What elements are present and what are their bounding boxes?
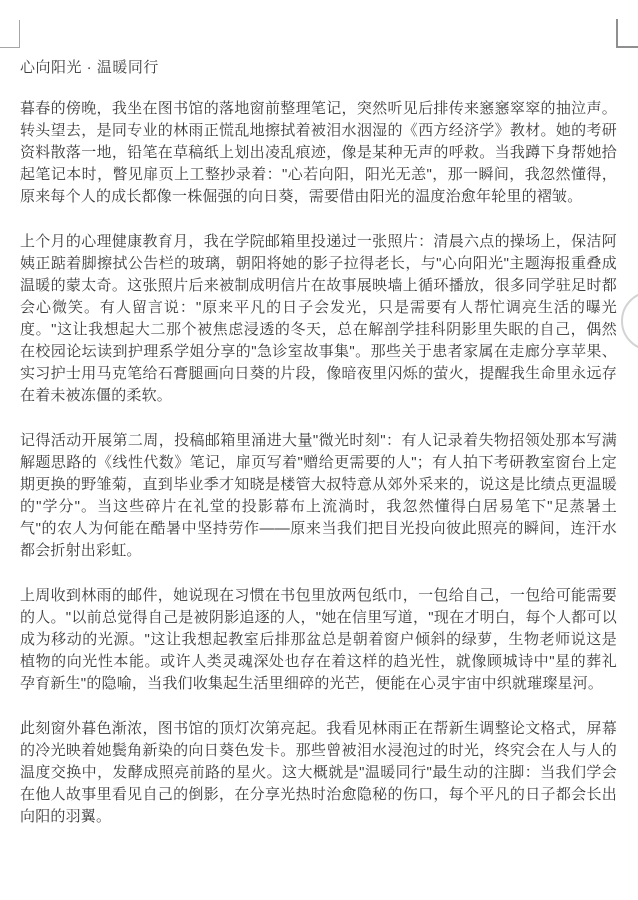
margin-crop-mark-top-left-horizontal (0, 47, 20, 48)
margin-crop-mark-top-right-horizontal (616, 46, 638, 48)
paragraph-1: 暮春的傍晚，我坐在图书馆的落地窗前整理笔记，突然听见后排传来窸窸窣窣的抽泣声。转头望去，是同专业的林雨正慌乱地擦拭着被泪水洇湿的《西方经济学》教材。她的考研资料散落一地，铅笔在草稿纸上划出凌乱痕迹，像是某种无声的呼救。当我蹲下身帮她拾起笔记本时，瞥见扉页上工整抄录着："心若向阳，阳光无恙"，那一瞬间，我忽然懂得，原来每个人的成长都像一株倔强的向日葵，需要借由阳光的温度治愈年轮里的褶皱。 (20, 100, 617, 205)
paragraph-4: 上周收到林雨的邮件，她说现在习惯在书包里放两包纸巾，一包给自己，一包给可能需要的人。"以前总觉得自己是被阴影追逐的人，"她在信里写道，"现在才明白，每个人都可以成为移动的光源。"这让我想起教室后排那盆总是朝着窗户倾斜的绿萝，生物老师说这是植物的向光性本能。或许人类灵魂深处也存在着这样的趋光性，就像顾城诗中"星的葬礼孕育新生"的隐喻，当我们收集起生活里细碎的光芒，便能在心灵宇宙中织就璀璨星河。 (20, 587, 617, 692)
paragraph-5: 此刻窗外暮色渐浓，图书馆的顶灯次第亮起。我看见林雨正在帮新生调整论文格式，屏幕的冷光映着她鬓角新染的向日葵色发卡。那些曾被泪水浸泡过的时光，终究会在人与人的温度交换中，发酵成照亮前路的星火。这大概就是"温暖同行"最生动的注脚：当我们学会在他人故事里看见自己的倒影，在分享光热时治愈隐秘的伤口，每个平凡的日子都会长出向阳的羽翼。 (20, 720, 617, 825)
margin-crop-mark-top-left-vertical (19, 20, 20, 48)
clipped-circle-edge-decoration (621, 291, 638, 351)
paragraph-2: 上个月的心理健康教育月，我在学院邮箱里投递过一张照片：清晨六点的操场上，保洁阿姨正踮着脚擦拭公告栏的玻璃，朝阳将她的影子拉得老长，与"心向阳光"主题海报重叠成温暖的蒙太奇。这张照片后来被制成明信片在故事展映墙上循环播放，很多同学驻足时都会心微笑。有人留言说："原来平凡的日子会发光，只是需要有人帮忙调亮生活的曝光度。"这让我想起大二那个被焦虑浸透的冬天，总在解剖学挂科阴影里失眠的自己，偶然在校园论坛读到护理系学姐分享的"急诊室故事集"。那些关于患者家属在走廊分享苹果、实习护士用马克笔给石膏腿画向日葵的片段，像暗夜里闪烁的萤火，提醒我生命里永远存在着未被冻僵的柔软。 (20, 233, 617, 404)
margin-crop-mark-top-right-vertical (616, 19, 618, 48)
document-body (20, 56, 617, 851)
document-title: 心向阳光 · 温暖同行 (20, 59, 159, 76)
paragraph-3: 记得活动开展第二周，投稿邮箱里涌进大量"微光时刻"：有人记录着失物招领处那本写满解题思路的《线性代数》笔记，扉页写着"赠给更需要的人"；有人拍下考研教室窗台上定期更换的野雏菊，直到毕业季才知晓是楼管大叔特意从郊外采来的，说这是比绩点更温暖的"学分"。当这些碎片在礼堂的投影幕布上流淌时，我忽然懂得白居易笔下"足蒸暑土气"的农人为何能在酷暑中坚持劳作——原来当我们把目光投向彼此照亮的瞬间，连汗水都会折射出彩虹。 (20, 432, 617, 559)
